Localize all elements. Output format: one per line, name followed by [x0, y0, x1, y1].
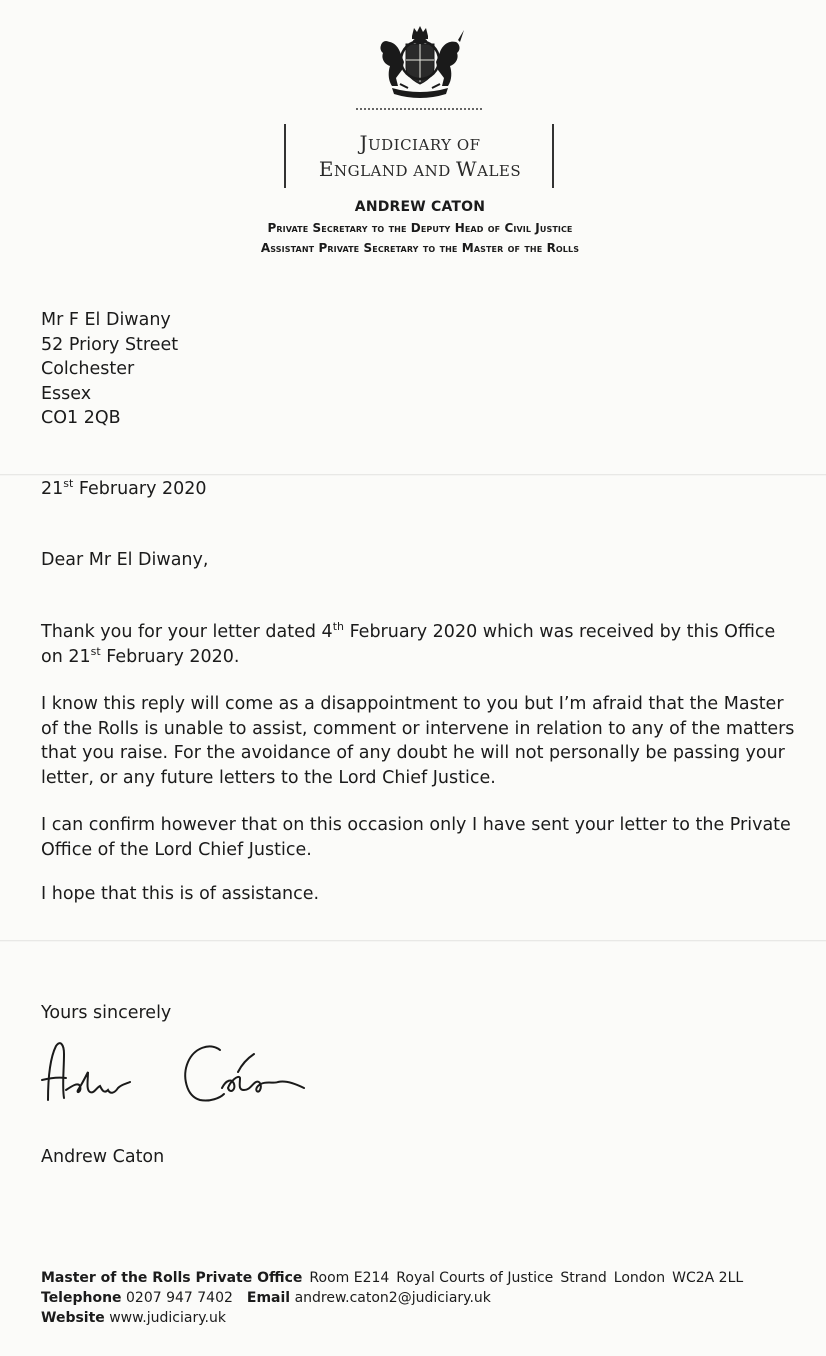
- body-paragraph-1: Thank you for your letter dated 4th February 2020 which was received by this Office on 21st February 2020.: [41, 620, 776, 667]
- closing: Yours sincerely: [41, 1003, 172, 1023]
- letter-footer: [41, 1268, 743, 1328]
- handwritten-signature: [34, 1028, 324, 1118]
- footer-address-part: WC2A 2LL: [672, 1270, 744, 1286]
- footer-telephone-value: 0207 947 7402: [126, 1290, 233, 1306]
- crest-divider-dots: [356, 108, 482, 110]
- address-line: Mr F El Diwany: [41, 310, 171, 330]
- letter-date: 21st February 2020: [41, 477, 207, 499]
- letterhead-rule-left: [284, 124, 286, 188]
- footer-website-label: Website: [41, 1310, 105, 1326]
- footer-address-line: [41, 1268, 743, 1288]
- paper-fold-line: [0, 940, 826, 942]
- recipient-address: [41, 308, 178, 431]
- footer-address-part: Royal Courts of Justice: [396, 1270, 554, 1286]
- sender-title-2: Assistant Private Secretary to the Master of the Rolls: [260, 241, 580, 255]
- body-paragraph-3: I can confirm however that on this occasion only I have sent your letter to the Private Office of the Lord Chief Justice.: [41, 815, 791, 860]
- footer-address-part: Strand: [560, 1270, 607, 1286]
- paper-fold-line: [0, 474, 826, 476]
- salutation: Dear Mr El Diwany,: [41, 550, 209, 570]
- footer-address-part: Room E214: [309, 1270, 390, 1286]
- letterhead-rule-right: [552, 124, 554, 188]
- footer-email-label: Email: [246, 1290, 291, 1306]
- address-line: 52 Priory Street: [41, 334, 179, 355]
- footer-contact-line: [41, 1288, 743, 1308]
- footer-email-value: andrew.caton2@judiciary.uk: [294, 1290, 491, 1306]
- footer-address-part: London: [613, 1270, 666, 1286]
- sender-name: ANDREW CATON: [354, 199, 486, 215]
- body-paragraph-4: I hope that this is of assistance.: [41, 884, 320, 904]
- sender-title-1: Private Secretary to the Deputy Head of Civil Justice: [267, 221, 573, 235]
- address-line: Colchester: [41, 359, 135, 379]
- footer-website-line: [41, 1308, 743, 1328]
- org-name-line-2: ENGLAND AND WALES: [318, 157, 522, 181]
- address-line: Essex: [41, 383, 92, 404]
- signatory-name: Andrew Caton: [41, 1147, 165, 1167]
- footer-website-value: www.judiciary.uk: [109, 1310, 226, 1326]
- footer-telephone-label: Telephone: [41, 1290, 122, 1306]
- royal-coat-of-arms-icon: [374, 22, 466, 104]
- body-paragraph-2: I know this reply will come as a disappointment to you but I’m afraid that the Master of the Rolls is unable to assist, comment or intervene in relation to any of the matters that you raise. For the avoidance of any doubt he will not personally be passing your letter, or any future letters to the Lord Chief Justice.: [41, 694, 795, 788]
- address-line: CO1 2QB: [41, 408, 121, 428]
- footer-office-label: Master of the Rolls Private Office: [41, 1270, 303, 1286]
- org-name-line-1: JUDICIARY OF: [359, 131, 481, 155]
